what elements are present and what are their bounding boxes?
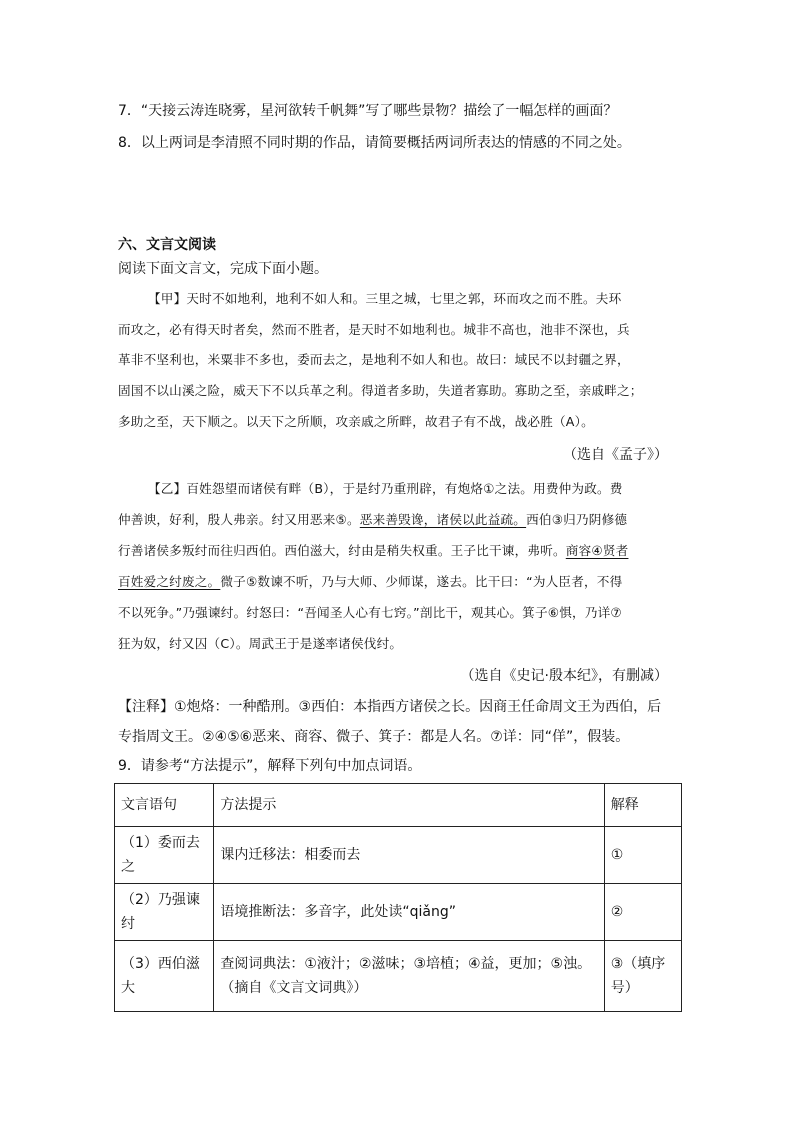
passage-text: 西伯③归乃阴修德 — [526, 512, 628, 527]
table-row — [115, 827, 682, 884]
question-8: 8．以上两词是李清照不同时期的作品，请简要概括两词所表达的情感的不同之处。 — [118, 135, 631, 151]
notes-line-1: 【注释】①炮烙：一种酷刑。③西伯：本指西方诸侯之长。因商王任命周文王为西伯，后 — [118, 699, 662, 715]
table-row — [115, 941, 682, 1012]
passage-line: 革非不坚利也，米粟非不多也，委而去之，是地利不如人和也。故曰：域民不以封疆之界， — [118, 352, 630, 367]
section-title: 六、文言文阅读 — [118, 237, 216, 253]
table-header-cell: 文言语句 — [115, 784, 214, 827]
underlined-sentence: 商容④贤者 — [565, 543, 629, 558]
passage-line: 而攻之，必有得天时者矣，然而不胜者，是天时不如地利也。城非不高也，池非不深也，兵 — [118, 322, 630, 337]
passage-line: 不以死争。”乃强谏纣。纣怒曰：“吾闻圣人心有七窍。”剖比干，观其心。箕子⑥惧，乃详⑦ — [118, 605, 622, 620]
table-cell-method: 语境推断法：多音字，此处读“qiǎng” — [214, 884, 604, 941]
question-7: 7．“天接云涛连晓雾，星河欲转千帆舞”写了哪些景物？描绘了一幅怎样的画面？ — [118, 103, 618, 119]
underlined-sentence: 恶来善毁谗，诸侯以此益疏。 — [359, 512, 527, 527]
vocabulary-table — [114, 783, 682, 1012]
passage-text: 行善诸侯多叛纣而往归西伯。西伯滋大，纣由是稍失权重。王子比干谏，弗听。 — [118, 543, 566, 558]
underlined-sentence: 百姓爱之纣废之。 — [118, 574, 221, 589]
table-cell-answer[interactable]: ① — [604, 827, 681, 884]
passage-line: 固国不以山溪之险，威天下不以兵革之利。得道者多助，失道者寡助。寡助之至，亲戚畔之； — [118, 383, 643, 398]
question-9: 9．请参考“方法提示”，解释下列句中加点词语。 — [118, 758, 422, 774]
passage-text: 仲善谀，好利，殷人弗亲。纣又用恶来⑤。 — [118, 512, 360, 527]
passage-line: 狂为奴，纣又囚（C）。周武王于是遂率诸侯伐纣。 — [118, 636, 403, 651]
table-header-cell: 解释 — [604, 784, 681, 827]
table-header-row — [115, 784, 682, 827]
table-cell-sentence: （3）西伯滋大 — [115, 941, 214, 1012]
passage-line: 【乙】百姓怨望而诸侯有畔（B），于是纣乃重刑辟，有炮烙①之法。用费仲为政。费 — [148, 481, 623, 496]
table-cell-answer[interactable]: ② — [604, 884, 681, 941]
source-citation: （选自《孟子》） — [563, 447, 668, 463]
table-cell-sentence: （2）乃强谏纣 — [115, 884, 214, 941]
source-citation: （选自《史记·殷本纪》，有删减） — [460, 668, 668, 684]
passage-line — [118, 541, 678, 561]
table-cell-method: 查阅词典法：①液汁；②滋味；③培植；④益，更加；⑤浊。（摘自《文言文词典》） — [214, 941, 604, 1012]
table-row — [115, 884, 682, 941]
table-header-cell: 方法提示 — [214, 784, 604, 827]
notes-line-2: 专指周文王。②④⑤⑥恶来、商容、微子、箕子：都是人名。⑦详：同“佯”，假装。 — [118, 729, 630, 745]
passage-line — [118, 510, 678, 530]
passage-line — [118, 572, 678, 592]
passage-line: 【甲】天时不如地利，地利不如人和。三里之城，七里之郭，环而攻之而不胜。夫环 — [148, 291, 622, 306]
section-instruction: 阅读下面文言文，完成下面小题。 — [118, 261, 328, 277]
passage-line: 多助之至，天下顺之。以天下之所顺，攻亲戚之所畔，故君子有不战，战必胜（A）。 — [118, 414, 594, 429]
table-cell-sentence: （1）委而去之 — [115, 827, 214, 884]
passage-text: 微子⑤数谏不听，乃与大师、少师谋，遂去。比干曰：“为人臣者，不得 — [220, 574, 623, 589]
table-cell-answer[interactable]: ③（填序号） — [604, 941, 681, 1012]
table-cell-method: 课内迁移法：相委而去 — [214, 827, 604, 884]
